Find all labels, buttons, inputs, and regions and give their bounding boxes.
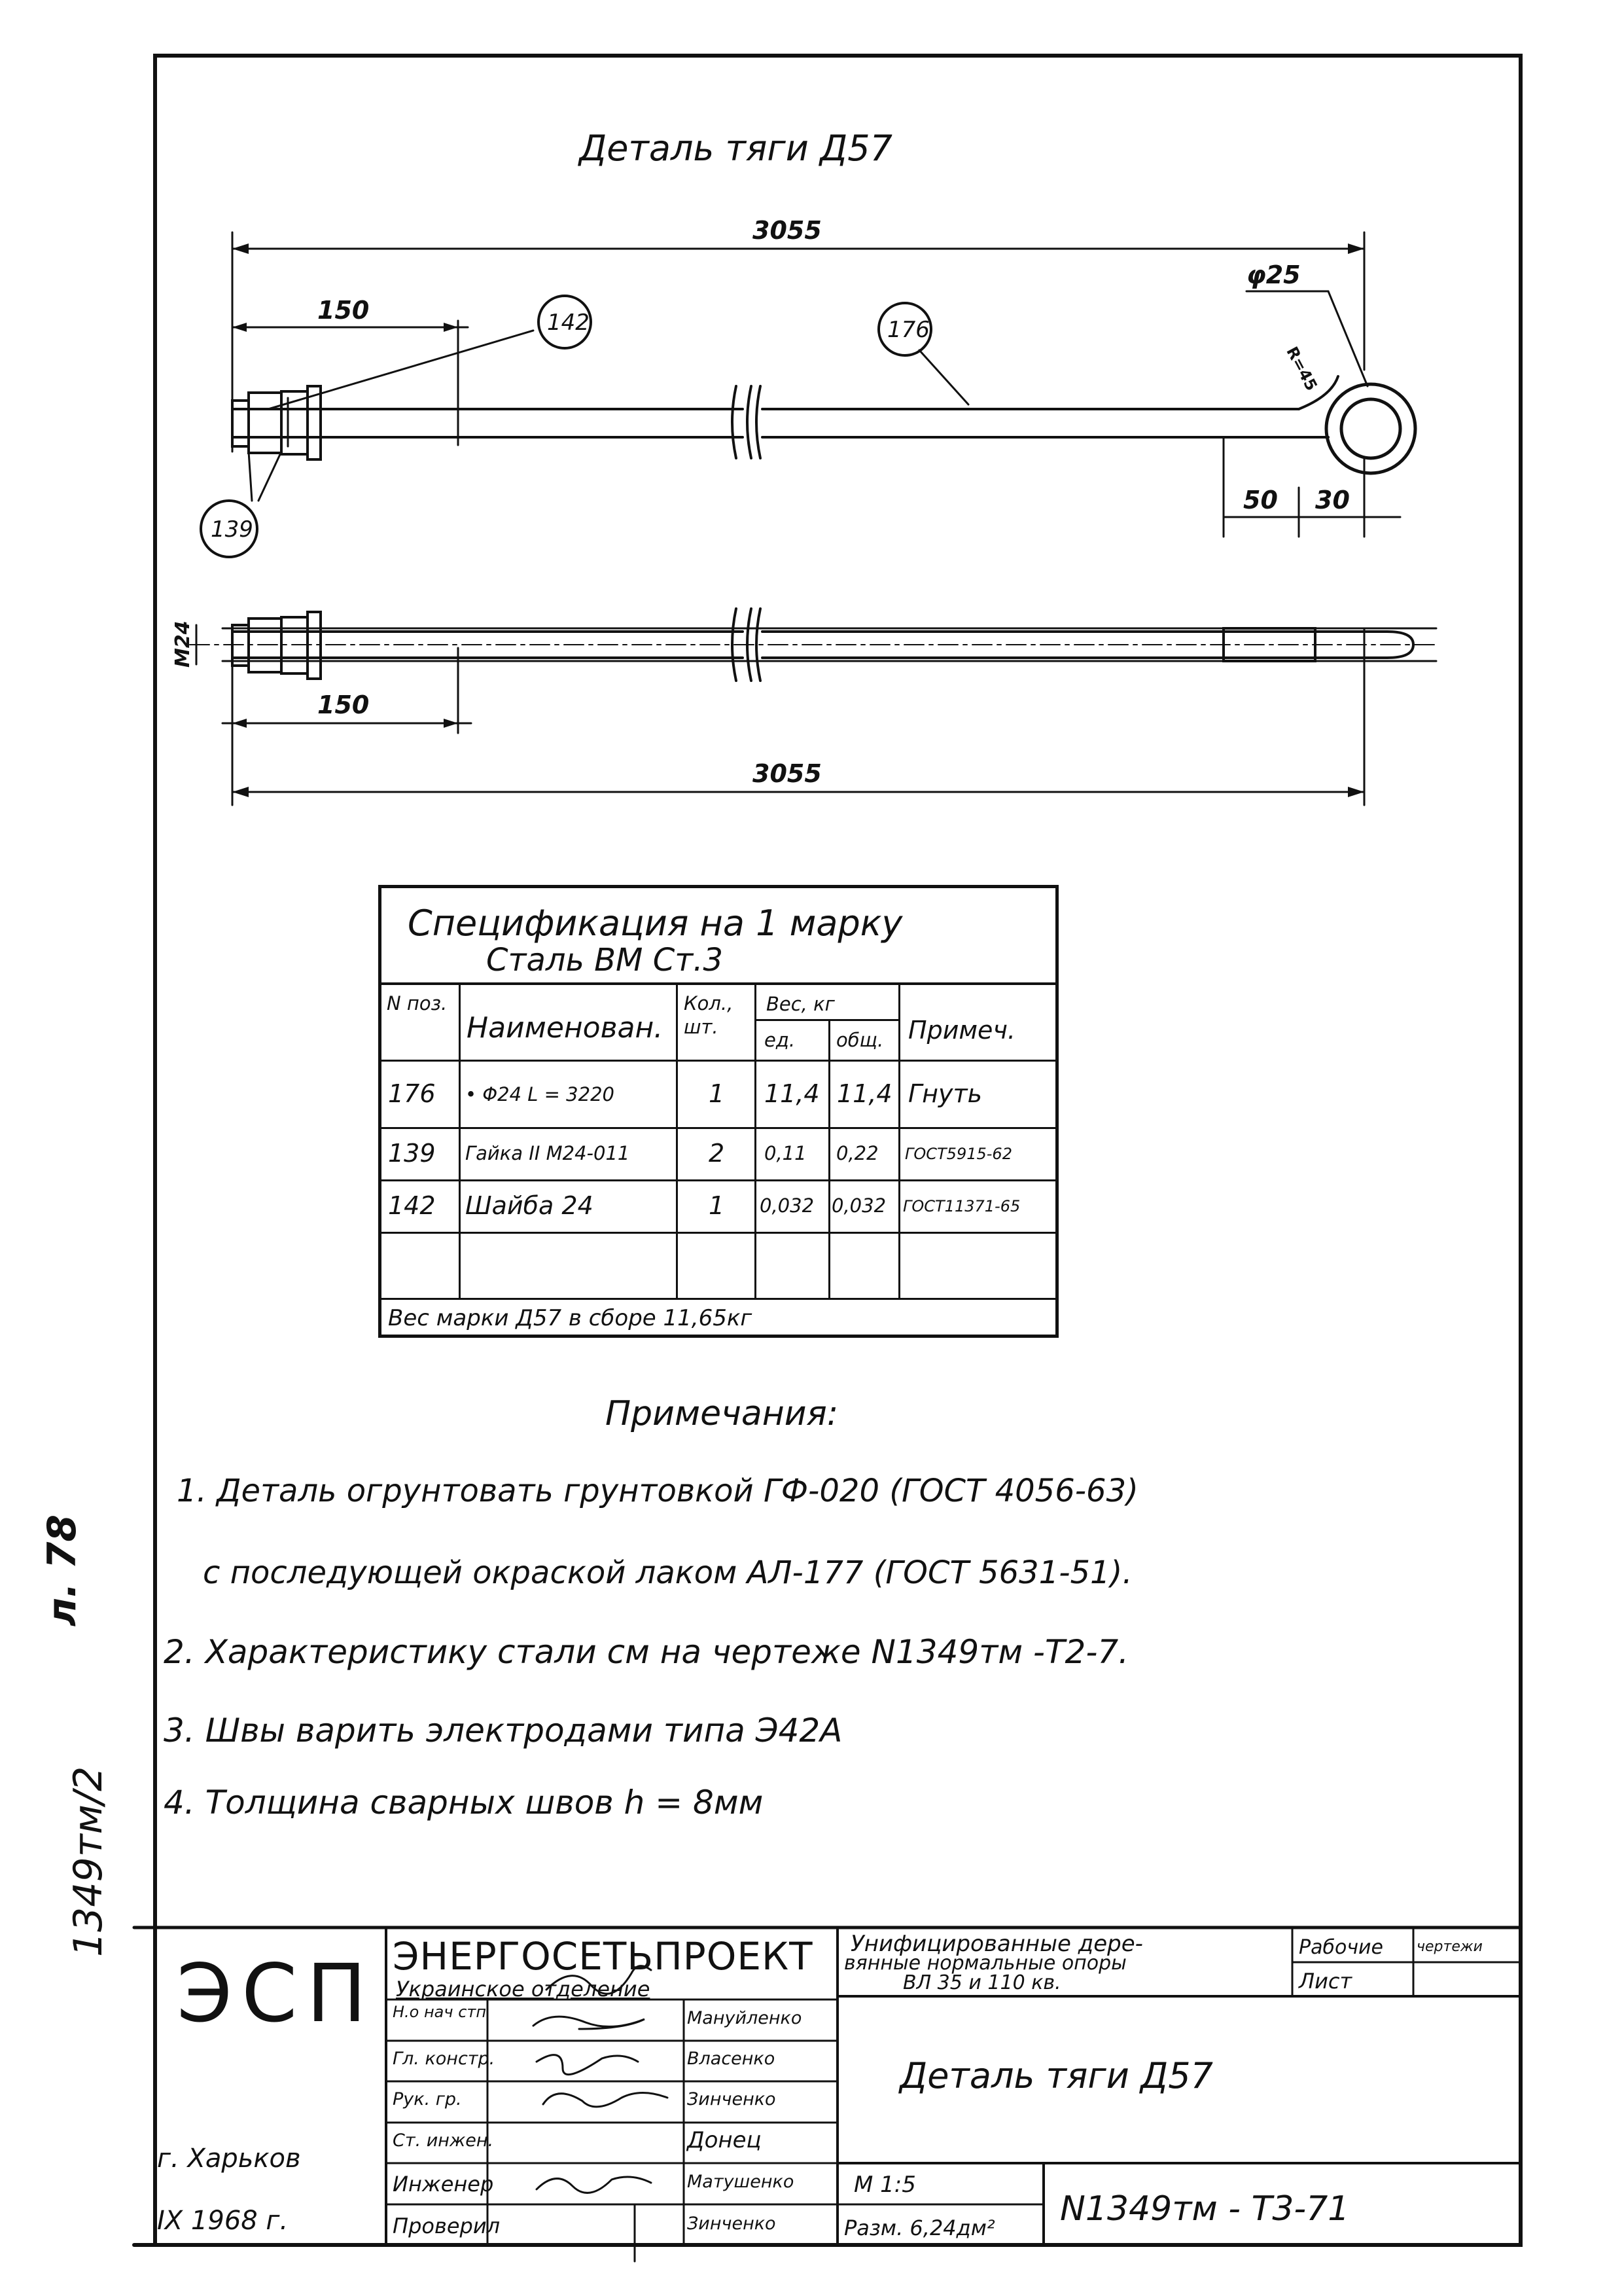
role-3: Рук. гр. xyxy=(393,2089,462,2109)
drawing-number: N1349тм - Т3-71 xyxy=(1060,2189,1350,2229)
dim-50: 50 xyxy=(1243,486,1278,514)
specification-table xyxy=(378,885,1059,1338)
name-5: Матушенко xyxy=(687,2172,794,2192)
row-3-unit: 0,032 xyxy=(760,1194,815,1217)
row-1-note: Гнуть xyxy=(908,1079,983,1108)
dim-diameter: φ25 xyxy=(1246,260,1301,289)
role-4: Ст. инжен. xyxy=(393,2130,494,2151)
org-branch: Украинское отделение xyxy=(396,1977,650,2001)
header-weight-total: общ. xyxy=(836,1029,884,1051)
archive-number: 1349тм/2 xyxy=(65,1766,111,1957)
row-1-qty: 1 xyxy=(709,1079,725,1108)
row-2-qty: 2 xyxy=(709,1139,725,1168)
name-4: Донец xyxy=(687,2127,762,2153)
dim-30: 30 xyxy=(1315,486,1350,514)
project-line-2: вянные нормальные опоры xyxy=(844,1952,1127,1975)
city: г. Харьков xyxy=(157,2144,301,2174)
row-2-total: 0,22 xyxy=(836,1142,879,1164)
date: IX 1968 г. xyxy=(157,2206,289,2236)
drawing-title: Деталь тяги Д57 xyxy=(579,128,892,169)
callout-139: 139 xyxy=(211,516,253,543)
role-5: Инженер xyxy=(393,2172,494,2197)
dim-3055-bottom: 3055 xyxy=(752,759,822,788)
spec-title-area xyxy=(381,888,1055,985)
project-line-3: ВЛ 35 и 110 кв. xyxy=(903,1971,1061,1994)
row-1-unit: 11,4 xyxy=(764,1079,820,1108)
note-1: 1. Деталь огрунтовать грунтовкой ГФ-020 (ГОСТ 4056-63) xyxy=(177,1473,1139,1509)
dim-m24: M24 xyxy=(171,620,194,668)
spec-material: Сталь ВМ Ст.3 xyxy=(486,942,723,978)
sheet-number: л. 78 xyxy=(39,1514,85,1626)
name-1: Мануйленко xyxy=(687,2008,802,2028)
header-note: Примеч. xyxy=(908,1016,1015,1045)
row-1-pos: 176 xyxy=(388,1079,436,1108)
spec-footer: Вес марки Д57 в сборе 11,65кг xyxy=(388,1305,752,1331)
note-1-cont: с последующей окраской лаком АЛ-177 (ГОСТ 5631-51). xyxy=(203,1554,1133,1591)
dim-radius: R=45 xyxy=(1282,344,1321,394)
signature-5 xyxy=(537,2177,651,2193)
row-1-total: 11,4 xyxy=(837,1079,892,1108)
header-weight: Вес, кг xyxy=(766,993,835,1015)
company-logo: ЭСП xyxy=(177,1947,376,2040)
header-pos: N поз. xyxy=(387,992,448,1014)
project-line-1: Унифицированные дере- xyxy=(851,1931,1143,1957)
row-2-name: Гайка II M24-011 xyxy=(465,1142,630,1164)
note-3: 3. Швы варить электродами типа Э42А xyxy=(164,1712,843,1749)
org-name: ЭНЕРГОСЕТЬПРОЕКТ xyxy=(393,1934,813,1979)
row-3-total: 0,032 xyxy=(832,1194,887,1217)
name-6: Зинченко xyxy=(687,2214,776,2234)
callout-142: 142 xyxy=(547,310,590,336)
row-3-qty: 1 xyxy=(709,1191,725,1220)
name-2: Власенко xyxy=(687,2049,775,2069)
stage-label-2: чертежи xyxy=(1417,1939,1483,1955)
sheet-label: Лист xyxy=(1299,1969,1352,1994)
signature-2 xyxy=(533,2017,644,2029)
sheet-size: Разм. 6,24дм² xyxy=(844,2215,995,2240)
dim-3055-top: 3055 xyxy=(752,216,822,245)
row-3-note: ГОСТ11371-65 xyxy=(903,1197,1021,1215)
note-4: 4. Толщина сварных швов h = 8мм xyxy=(164,1784,764,1821)
role-2: Гл. констр. xyxy=(393,2049,495,2069)
row-2-unit: 0,11 xyxy=(764,1142,807,1164)
row-3-pos: 142 xyxy=(388,1191,436,1220)
name-3: Зинченко xyxy=(687,2089,776,2109)
header-weight-unit: ед. xyxy=(764,1029,796,1051)
callout-176: 176 xyxy=(887,317,930,343)
header-name: Наименован. xyxy=(467,1011,663,1045)
notes-heading: Примечания: xyxy=(605,1394,839,1433)
row-2-pos: 139 xyxy=(388,1139,436,1168)
scale: М 1:5 xyxy=(854,2172,916,2198)
row-1-name: • Φ24 L = 3220 xyxy=(465,1083,614,1105)
dim-150-bottom: 150 xyxy=(317,691,370,719)
header-qty: Кол., шт. xyxy=(684,992,733,1038)
stage-label: Рабочие xyxy=(1299,1936,1384,1959)
drawing-title-block: Деталь тяги Д57 xyxy=(900,2055,1213,2096)
row-2-note: ГОСТ5915-62 xyxy=(905,1145,1012,1163)
note-2: 2. Характеристику стали см на чертеже N1349тм -Т2-7. xyxy=(164,1633,1129,1671)
role-1: Н.о нач стп xyxy=(393,2003,487,2021)
spec-title: Спецификация на 1 марку xyxy=(408,903,903,944)
dim-150-top: 150 xyxy=(317,296,370,325)
row-3-name: Шайба 24 xyxy=(465,1191,593,1220)
signature-4 xyxy=(543,2093,667,2107)
role-6: Проверил xyxy=(393,2214,501,2238)
signature-3 xyxy=(537,2055,638,2075)
